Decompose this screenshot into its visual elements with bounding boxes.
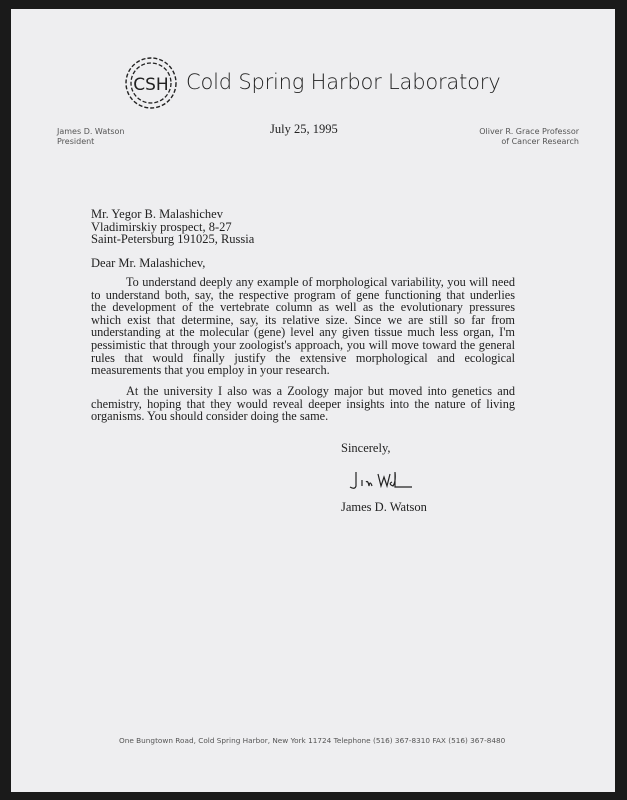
recipient-line: Mr. Yegor B. Malashichev [91, 207, 223, 221]
letter-date: July 25, 1995 [270, 122, 338, 136]
text-line: To understand deeply any example of morphological variability, you will need [126, 275, 515, 289]
text-line: to understand both, say, the respective program of gene functioning that underlies [91, 287, 515, 302]
text-line: measurements that you employ in your research. [91, 363, 330, 378]
organization-name: Cold Spring Harbor Laboratory [186, 70, 501, 94]
closing: Sincerely, [341, 441, 391, 455]
letterhead-left [57, 127, 125, 147]
signer-name: James D. Watson [341, 500, 427, 514]
professorship-line2: of Cancer Research [501, 137, 579, 146]
text-line: organisms. You should consider doing the same. [91, 409, 329, 424]
sender-name: James D. Watson [57, 127, 125, 136]
recipient-address [91, 208, 254, 246]
salutation: Dear Mr. Malashichev, [91, 256, 206, 270]
letterhead-footer: One Bungtown Road, Cold Spring Harbor, New York 11724 Telephone (516) 367-8310 FAX (516) 367-8480 [119, 736, 506, 745]
logo-text: CSH [133, 75, 169, 95]
sender-title: President [57, 137, 95, 146]
text-line: At the university I also was a Zoology major but moved into genetics and [126, 384, 515, 398]
letterhead-right [479, 127, 579, 147]
text-line: understanding at the molecular (gene) level any given tissue much less organ, I'm [91, 325, 515, 340]
text-line: the development of the vertebrate column as well as the evolutionary pressures [91, 300, 515, 315]
text-line: which exist that determine, say, its relative size. Since we are still so far from [91, 312, 515, 327]
professorship-line1: Oliver R. Grace Professor [479, 127, 579, 136]
text-line: pessimistic that through your zoologist's approach, you will move toward the general [91, 337, 515, 352]
text-line: chemistry, hoping that they would reveal deeper insights into the nature of living [91, 396, 515, 411]
recipient-line: Saint-Petersburg 191025, Russia [91, 232, 255, 246]
recipient-line: Vladimirskiy prospect, 8-27 [91, 219, 232, 234]
text-line: rules that would finally justify the extensive morphological and ecological [91, 350, 515, 365]
csh-dna-logo [120, 52, 182, 114]
body-paragraph-2 [91, 385, 515, 423]
handwritten-signature [348, 468, 414, 494]
body-paragraph-1 [91, 276, 515, 377]
